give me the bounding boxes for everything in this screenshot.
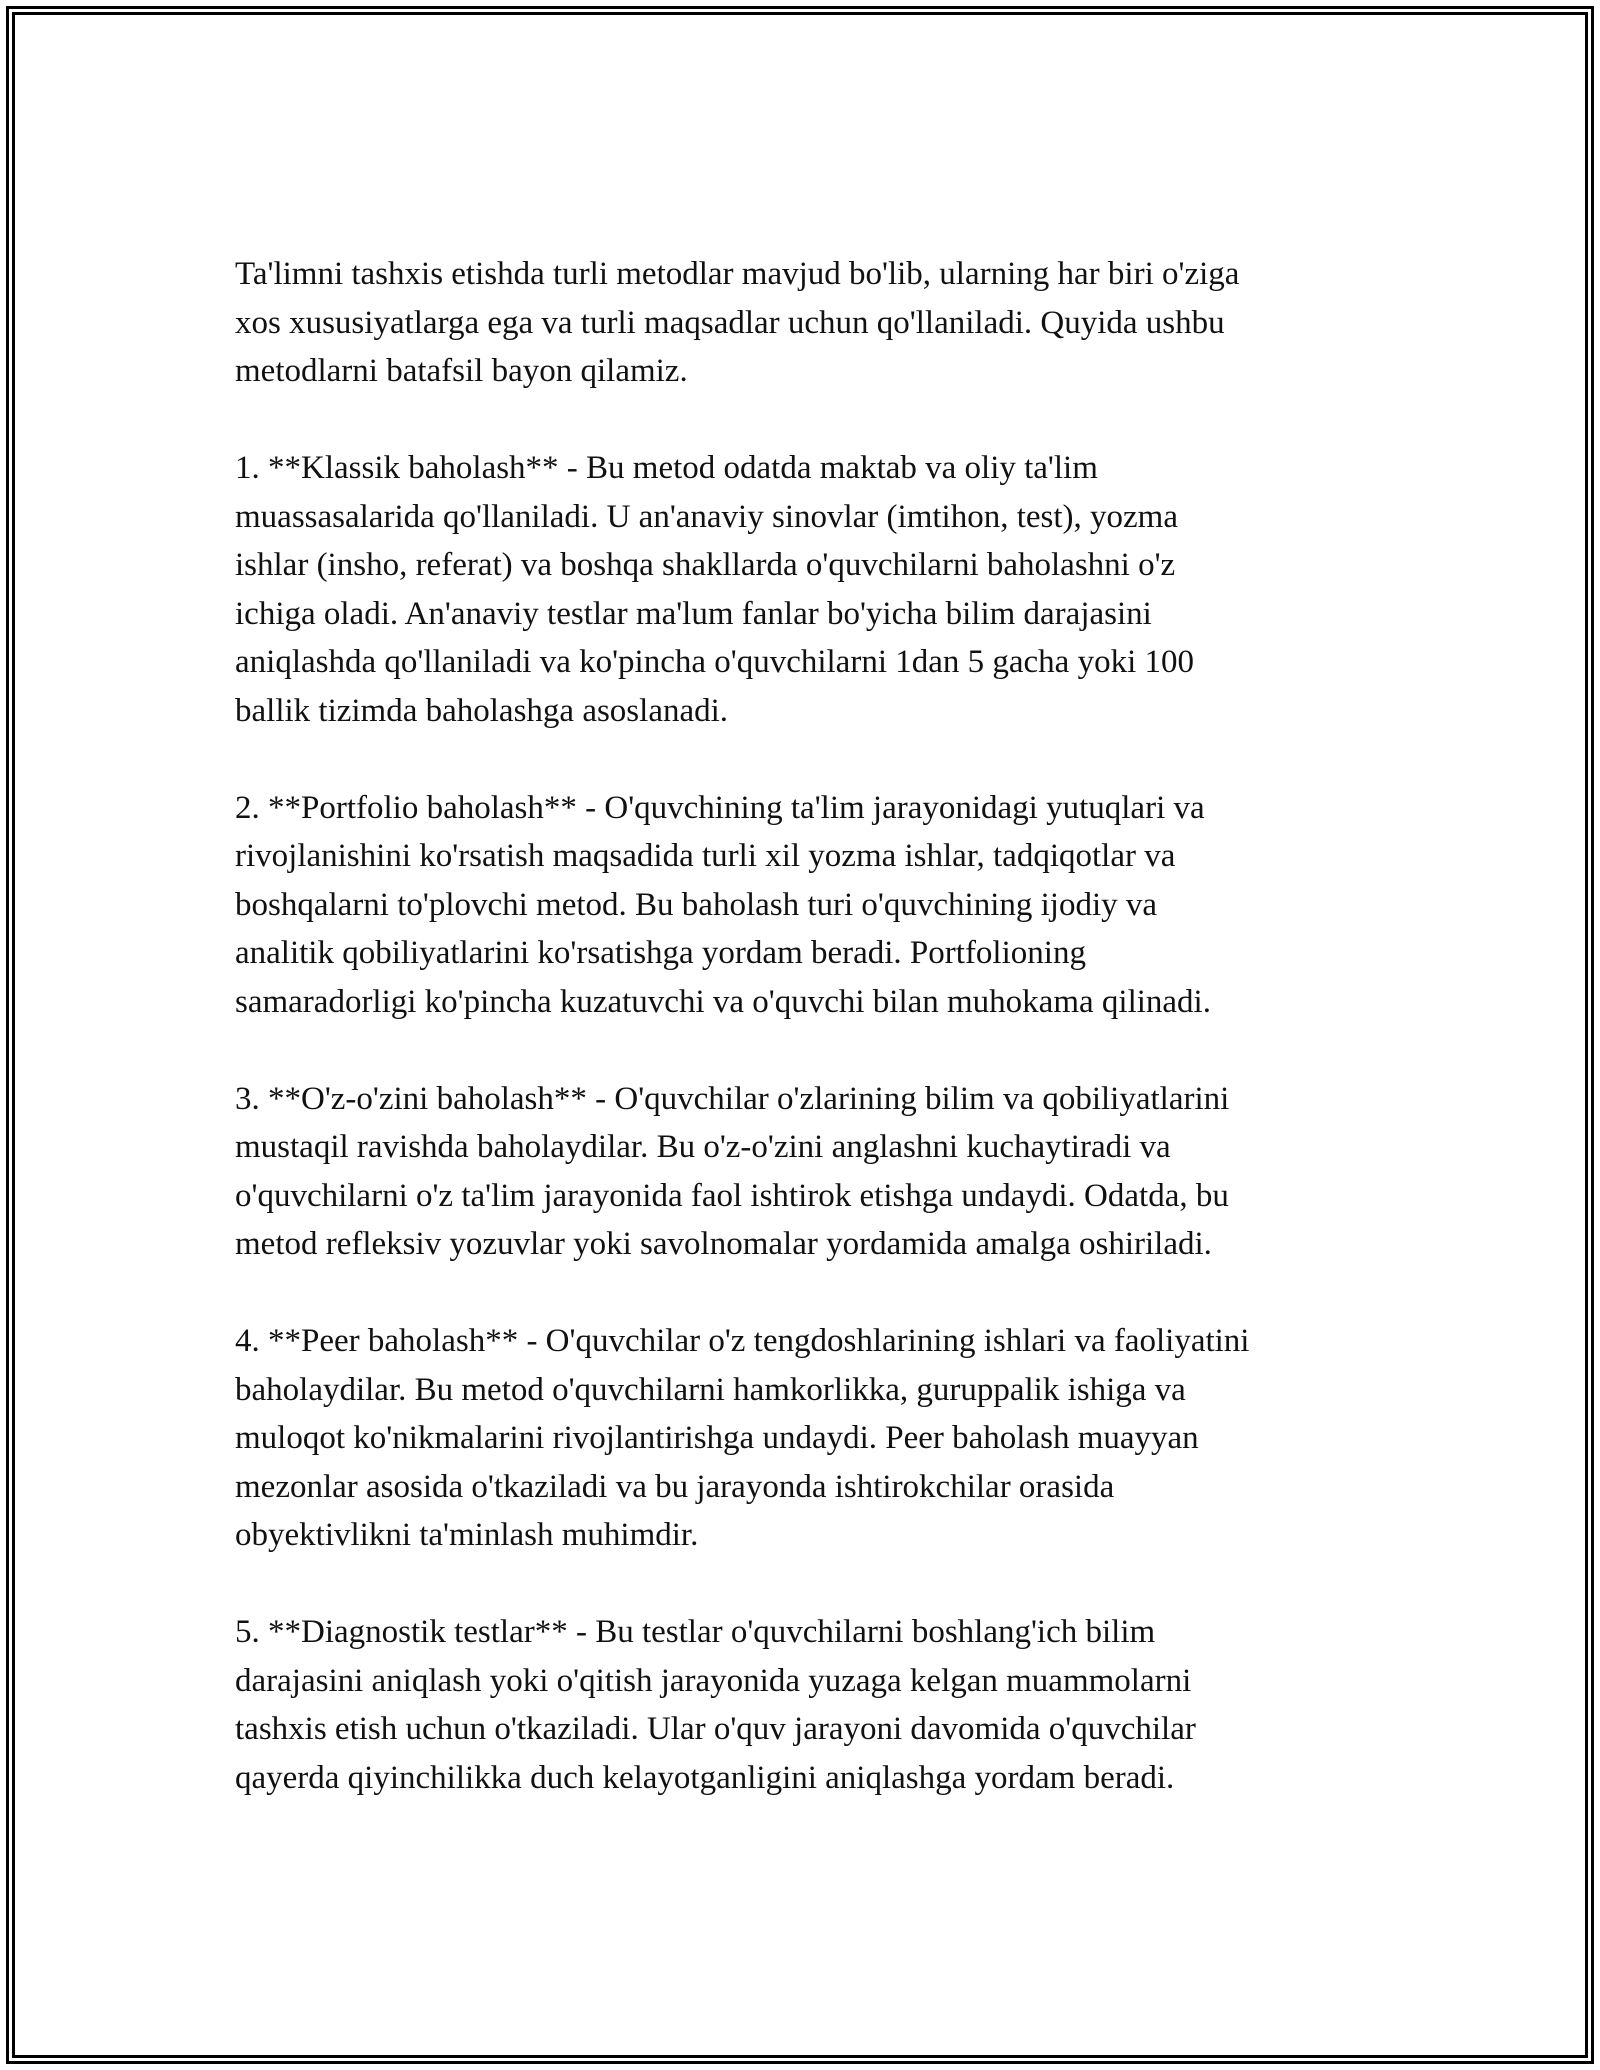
intro-paragraph: Ta'limni tashxis etishda turli metodlar mavjud bo'lib, ularning har biri o'ziga xos xususiyatlarga ega va turli maqsadlar uchun qo'llaniladi. Quyida ushbu metodlarni batafsil bayon qilamiz. <box>235 256 1240 389</box>
list-item-diagnostic-tests: 5. **Diagnostik testlar** - Bu testlar o'quvchilarni boshlang'ich bilim darajasini aniqlash yoki o'qitish jarayonida yuzaga kelgan muammolarni tashxis etish uchun o'tkaziladi. Ular o'quv jarayoni davomida o'quvchilar qayerda qiyinchilikka duch kelayotganligini aniqlashga yordam beradi. <box>235 1614 1196 1796</box>
list-item-self-assessment: 3. **O'z-o'zini baholash** - O'quvchilar o'zlarining bilim va qobiliyatlarini mustaqil ravishda baholaydilar. Bu o'z-o'zini anglashni kuchaytiradi va o'quvchilarni o'z ta'lim jarayonida faol ishtirok etishga undaydi. Odatda, bu metod refleksiv yozuvlar yoki savolnomalar yordamida amalga oshiriladi. <box>235 1080 1230 1262</box>
list-item-peer-assessment: 4. **Peer baholash** - O'quvchilar o'z tengdoshlarining ishlari va faoliyatini baholaydilar. Bu metod o'quvchilarni hamkorlikka, guruppalik ishiga va muloqot ko'nikmalarini rivojlantirishga undaydi. Peer baholash muayyan mezonlar asosida o'tkaziladi va bu jarayonda ishtirokchilar orasida obyektivlikni ta'minlash muhimdir. <box>235 1323 1250 1553</box>
list-item-classic-assessment: 1. **Klassik baholash** - Bu metod odatda maktab va oliy ta'lim muassasalarida qo'llaniladi. U an'anaviy sinovlar (imtihon, test), yozma ishlar (insho, referat) va boshqa shakllarda o'quvchilarni baholashni o'z ichiga oladi. An'anaviy testlar ma'lum fanlar bo'yicha bilim darajasini aniqlashda qo'llaniladi va ko'pincha o'quvchilarni 1dan 5 gacha yoki 100 ballik tizimda baholashga asoslanadi. <box>235 450 1194 729</box>
list-item-portfolio-assessment: 2. **Portfolio baholash** - O'quvchining ta'lim jarayonidagi yutuqlari va rivojlanishini ko'rsatish maqsadida turli xil yozma ishlar, tadqiqotlar va boshqalarni to'plovchi metod. Bu baholash turi o'quvchining ijodiy va analitik qobiliyatlarini ko'rsatishga yordam beradi. Portfolioning samaradorligi ko'pincha kuzatuvchi va o'quvchi bilan muhokama qilinadi. <box>235 789 1211 1020</box>
document-body <box>235 250 1375 1802</box>
